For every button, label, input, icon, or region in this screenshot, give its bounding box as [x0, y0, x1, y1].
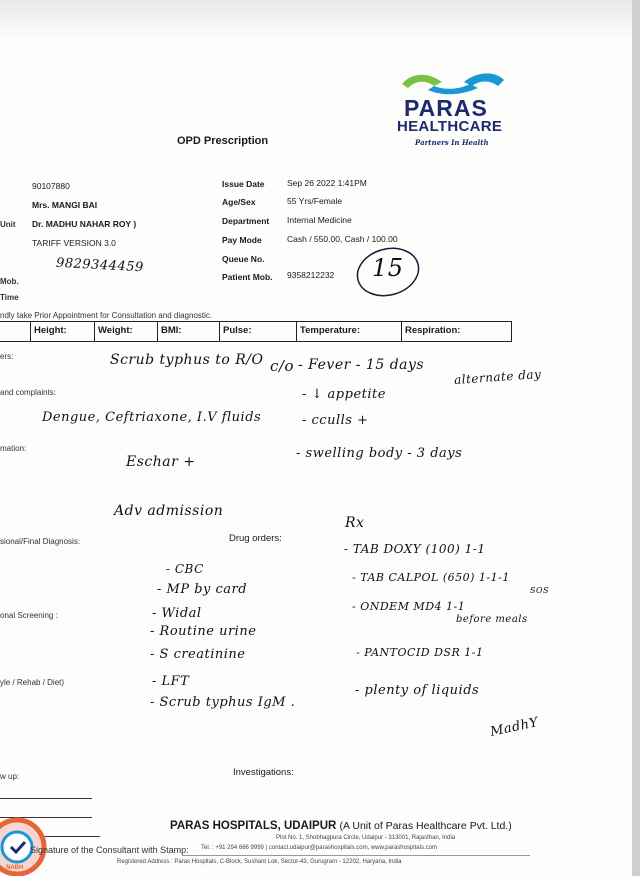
- hw-before-meals: before meals: [456, 614, 528, 625]
- vitals-respiration: Respiration:: [405, 325, 461, 336]
- logo-line2: HEALTHCARE: [397, 118, 503, 135]
- vitals-spacer: [0, 322, 31, 341]
- field-value-pay-mode: Cash / 550.00, Cash / 100.00: [287, 234, 398, 244]
- footer-name: PARAS HOSPITALS, UDAIPUR: [170, 820, 337, 832]
- paras-logo-icon: [398, 70, 508, 98]
- label-examination: mation:: [0, 444, 27, 453]
- field-label-department: Department: [222, 216, 270, 226]
- hw-complaint-4: - swelling body - 3 days: [296, 446, 463, 461]
- side-label-mob: Mob.: [0, 277, 19, 286]
- hw-co: c/o: [270, 357, 294, 375]
- field-value-issue-date: Sep 26 2022 1:41PM: [287, 178, 367, 188]
- footer-sub: (A Unit of Paras Healthcare Pvt. Ltd.): [339, 820, 512, 832]
- doctor-name: Dr. MADHU NAHAR ROY ): [32, 219, 137, 229]
- vitals-table: [0, 321, 512, 342]
- hw-referral: Scrub typhus to R/O: [110, 352, 264, 368]
- hw-investigation-7: - Scrub typhus IgM .: [150, 695, 296, 710]
- signature-label: Signature of the Consultant with Stamp:: [30, 845, 189, 855]
- patient-id: 90107880: [32, 181, 70, 191]
- footer-address-1: Plot No. 1, Shobhagpura Circle, Udaipur - 313001, Rajasthan, India: [276, 835, 456, 841]
- hw-investigation-3: - Widal: [152, 606, 202, 621]
- vitals-weight: Weight:: [95, 322, 158, 341]
- vitals-temperature: Temperature:: [297, 322, 402, 341]
- hw-investigation-1: - CBC: [166, 562, 204, 576]
- queue-handwritten: 15: [372, 254, 404, 282]
- label-followup: w up:: [0, 772, 20, 781]
- hw-complaint-2: - ↓ appetite: [302, 387, 386, 402]
- vitals-bmi: BMI:: [158, 322, 220, 341]
- field-value-age-sex: 55 Yrs/Female: [287, 196, 343, 206]
- hw-history: Dengue, Ceftriaxone, I.V fluids: [42, 410, 262, 425]
- label-ers: ers:: [0, 352, 14, 361]
- hw-complaint-3: - cculls +: [302, 413, 369, 428]
- hw-drug-5: - plenty of liquids: [355, 683, 480, 698]
- hw-investigation-4: - Routine urine: [150, 624, 257, 639]
- hw-eschar: Eschar +: [126, 454, 196, 470]
- logo-tagline: Partners In Health: [415, 138, 489, 147]
- hw-alternate: alternate day: [453, 366, 542, 388]
- hw-drug-2: - TAB CALPOL (650) 1-1-1: [352, 571, 510, 584]
- followup-line-1: [0, 798, 92, 799]
- drug-orders-label: Drug orders:: [229, 533, 282, 544]
- label-complaints: and complaints:: [0, 388, 57, 397]
- nabh-badge-text: NABH: [6, 865, 24, 871]
- hw-investigation-5: - S creatinine: [150, 647, 246, 662]
- field-label-patient-mob: Patient Mob.: [222, 272, 273, 282]
- logo-line1: PARAS: [404, 95, 488, 121]
- tariff-version: TARIFF VERSION 3.0: [32, 238, 116, 248]
- field-label-queue-no: Queue No.: [222, 254, 265, 264]
- hw-investigation-6: - LFT: [152, 674, 190, 689]
- appointment-note: ndly take Prior Appointment for Consultation and diagnostic.: [0, 311, 213, 320]
- hw-rx: Rx: [345, 515, 365, 531]
- hw-drug-3: - ONDEM MD4 1-1: [352, 600, 466, 613]
- page-title: OPD Prescription: [177, 135, 269, 147]
- side-label-unit: Unit: [0, 220, 16, 229]
- field-value-department: Internal Medicine: [287, 215, 352, 225]
- hw-sos: SOS: [530, 586, 550, 595]
- hw-drug-4: - PANTOCID DSR 1-1: [356, 646, 484, 659]
- investigations-label: Investigations:: [233, 767, 294, 778]
- footer-hospital-name: [170, 820, 512, 832]
- patient-name: Mrs. MANGI BAI: [32, 200, 98, 210]
- hw-advice: Adv admission: [114, 503, 224, 519]
- handwritten-mobile: 9829344459: [55, 255, 145, 276]
- label-diagnosis: sional/Final Diagnosis:: [0, 537, 81, 546]
- vitals-height: Height:: [31, 322, 95, 341]
- footer-address-2: Tel. : +91 294 666 9999 | contact.udaipur@parashospitals.com, www.parashospitals.com: [201, 845, 437, 851]
- side-label-time: Time: [0, 293, 19, 302]
- hw-complaint-1: - Fever - 15 days: [298, 357, 425, 373]
- field-label-issue-date: Issue Date: [222, 179, 265, 189]
- footer-address-3: Registered Address : Paras Hospitals, C-Block, Sushant Lok, Sector-43, Gurugram - 12202, Haryana, India: [117, 859, 402, 865]
- footer-divider: [182, 855, 530, 856]
- hw-investigation-2: - MP by card: [157, 582, 248, 597]
- field-label-pay-mode: Pay Mode: [222, 235, 262, 245]
- label-lifestyle: yle / Rehab / Diet): [0, 678, 65, 687]
- vitals-pulse: Pulse:: [220, 322, 297, 341]
- field-value-patient-mob: 9358212232: [287, 270, 335, 280]
- hw-signature: MadhY: [488, 715, 540, 740]
- label-screening: onal Screening :: [0, 611, 58, 620]
- hw-drug-1: - TAB DOXY (100) 1-1: [344, 542, 486, 556]
- field-label-age-sex: Age/Sex: [222, 197, 256, 207]
